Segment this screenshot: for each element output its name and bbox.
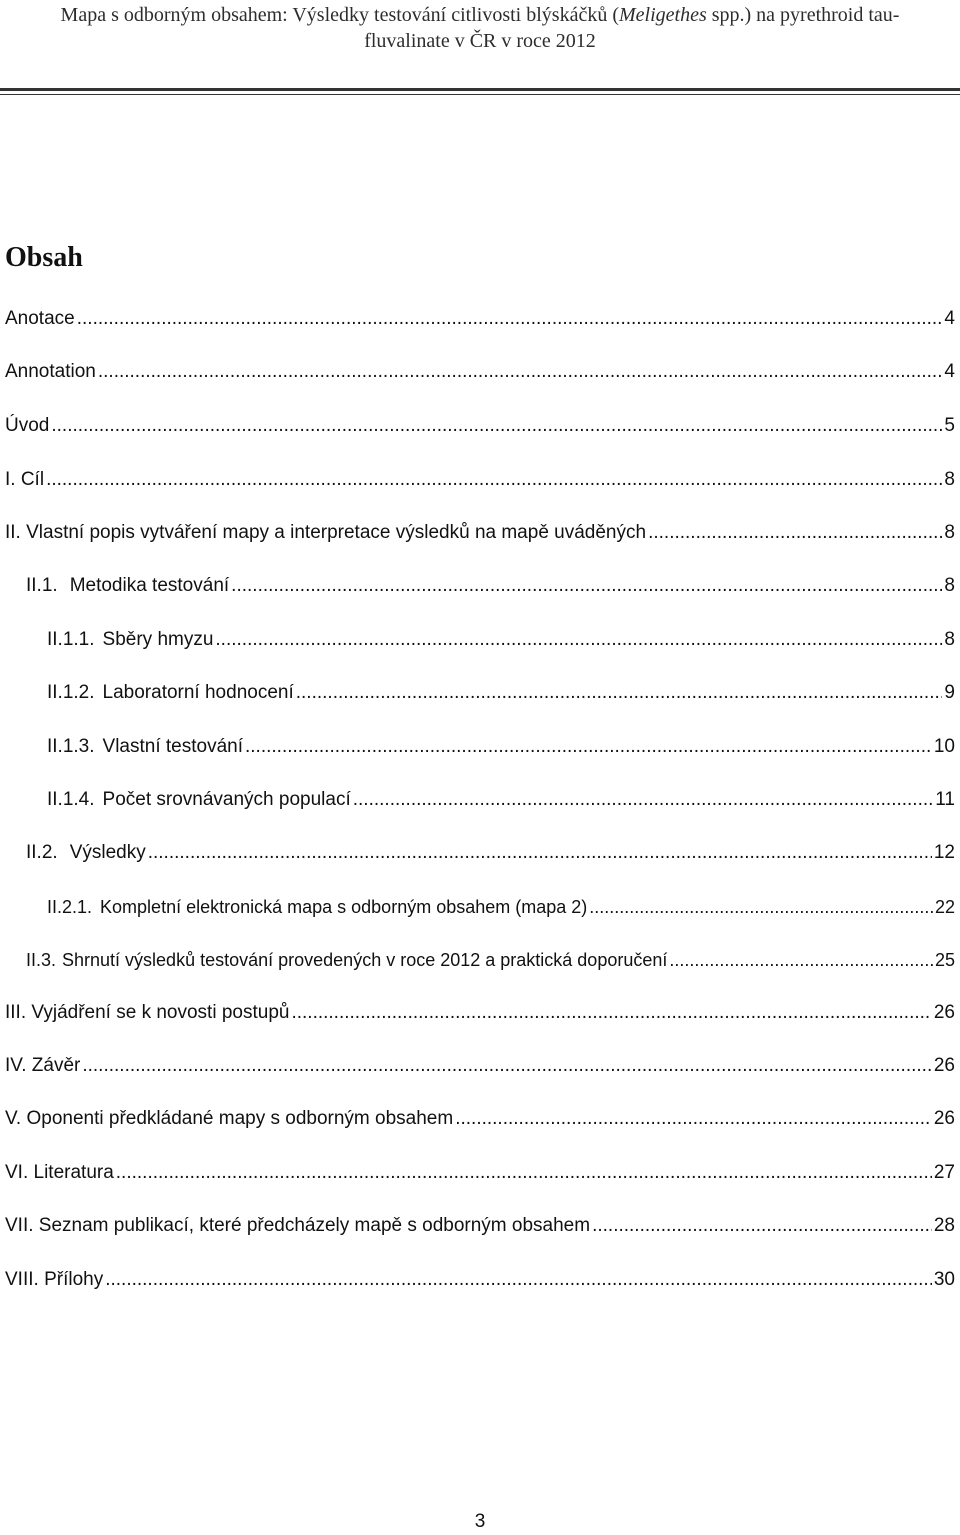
dot-leader — [77, 307, 943, 331]
page-number: 3 — [474, 1511, 486, 1532]
dot-leader — [245, 735, 932, 759]
dot-leader — [592, 1214, 932, 1238]
dot-leader — [455, 1107, 932, 1131]
toc-entry-vlastni-popis[interactable]: II. Vlastní popis vytváření mapy a interpretace výsledků na mapě uváděných ..... 8 — [5, 515, 955, 545]
dot-leader — [82, 1054, 932, 1078]
toc-entry-cil[interactable]: I. Cíl ..... 8 — [5, 462, 955, 492]
dot-leader — [98, 360, 943, 384]
dot-leader — [231, 574, 942, 598]
dot-leader — [291, 1001, 931, 1025]
toc-entry-anotace[interactable]: Anotace ..... 4 — [5, 301, 955, 331]
toc-entry-sbery-hmyzu[interactable]: II.1.1. Sběry hmyzu ..... 8 — [47, 622, 955, 652]
header-italic-genus: Meligethes — [618, 4, 707, 26]
header-rule-thick — [0, 88, 960, 91]
dot-leader — [51, 414, 942, 438]
toc-title: Obsah — [5, 242, 83, 273]
dot-leader — [46, 468, 942, 492]
header-line-1: Mapa s odborným obsahem: Výsledky testování citlivosti blýskáčků (Meligethes spp.) na pyrethroid tau- — [60, 4, 900, 26]
toc-entry-seznam-publikaci[interactable]: VII. Seznam publikací, které předcházely mapě s odborným obsahem ..... 28 — [5, 1208, 955, 1238]
toc-entry-annotation[interactable]: Annotation ..... 4 — [5, 354, 955, 384]
toc-entry-zaver[interactable]: IV. Závěr ..... 26 — [5, 1048, 955, 1078]
toc-entry-novost-postupu[interactable]: III. Vyjádření se k novosti postupů ..... 26 — [5, 995, 955, 1025]
dot-leader — [215, 628, 942, 652]
dot-leader — [648, 521, 942, 545]
dot-leader — [353, 788, 934, 812]
toc-entry-oponenti[interactable]: V. Oponenti předkládané mapy s odborným obsahem ..... 26 — [5, 1101, 955, 1131]
toc-entry-laboratorni-hodnoceni[interactable]: II.1.2. Laboratorní hodnocení ..... 9 — [47, 675, 955, 705]
dot-leader — [148, 841, 932, 865]
toc-entry-vysledky[interactable]: II.2. Výsledky ..... 12 — [26, 835, 955, 865]
toc-entry-literatura[interactable]: VI. Literatura ..... 27 — [5, 1155, 955, 1185]
dot-leader — [296, 681, 943, 705]
header-line-2: fluvalinate v ČR v roce 2012 — [364, 30, 596, 52]
dot-leader — [669, 948, 933, 972]
toc-entry-metodika-testovani[interactable]: II.1. Metodika testování ..... 8 — [26, 568, 955, 598]
dot-leader — [105, 1268, 932, 1292]
toc-entry-kompletni-mapa[interactable]: II.2.1. Kompletní elektronická mapa s odborným obsahem (mapa 2) ..... 22 — [47, 889, 955, 919]
toc-entry-uvod[interactable]: Úvod ..... 5 — [5, 408, 955, 438]
dot-leader — [589, 895, 933, 919]
toc-entry-prilohy[interactable]: VIII. Přílohy ..... 30 — [5, 1262, 955, 1292]
toc-entry-vlastni-testovani[interactable]: II.1.3. Vlastní testování ..... 10 — [47, 729, 955, 759]
toc-entry-pocet-populaci[interactable]: II.1.4. Počet srovnávaných populací ..... 11 — [47, 782, 955, 812]
toc-entry-shrnuti-vysledku[interactable]: II.3. Shrnutí výsledků testování provedených v roce 2012 a praktická doporučení ..... 25 — [26, 942, 955, 972]
header-rule-thin — [0, 94, 960, 95]
dot-leader — [116, 1161, 932, 1185]
